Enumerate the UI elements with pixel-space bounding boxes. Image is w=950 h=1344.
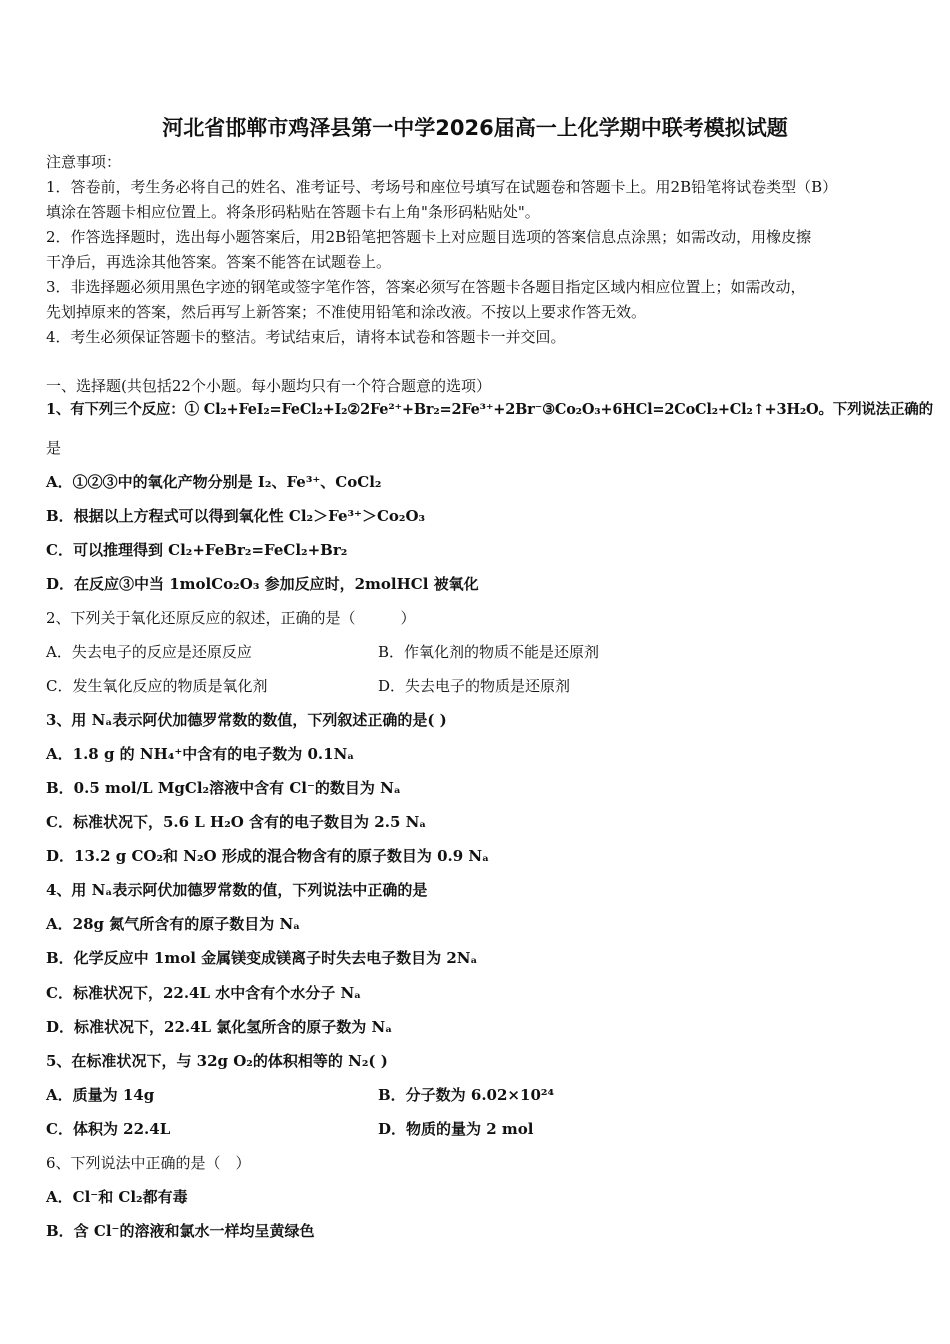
question-6-stem: 6、下列说法中正确的是（ ）: [46, 1154, 251, 1172]
notice-line: 干净后，再选涂其他答案。答案不能答在试题卷上。: [46, 253, 392, 271]
q2-option-a: A．失去电子的反应是还原反应: [46, 643, 252, 661]
q2-option-d: D．失去电子的物质是还原剂: [378, 677, 571, 695]
q4-option-d: D．标准状况下，22.4L 氯化氢所含的原子数为 Nₐ: [46, 1018, 393, 1036]
q1-option-b: B．根据以上方程式可以得到氧化性 Cl₂＞Fe³⁺＞Co₂O₃: [46, 507, 426, 525]
notice-line: 先划掉原来的答案，然后再写上新答案；不准使用铅笔和涂改液。不按以上要求作答无效。: [46, 303, 647, 321]
q3-option-d: D．13.2 g CO₂和 N₂O 形成的混合物含有的原子数目为 0.9 Nₐ: [46, 847, 490, 865]
q5-option-b: B．分子数为 6.02×10²⁴: [378, 1086, 555, 1104]
q4-option-a: A．28g 氮气所含有的原子数目为 Nₐ: [46, 915, 301, 933]
notice-line: 填涂在答题卡相应位置上。将条形码粘贴在答题卡右上角"条形码粘贴处"。: [46, 203, 540, 221]
q6-option-b: B．含 Cl⁻的溶液和氯水一样均呈黄绿色: [46, 1222, 315, 1240]
notice-line: 3．非选择题必须用黑色字迹的钢笔或签字笔作答，答案必须写在答题卡各题目指定区域内相应位置上；如需改动，: [46, 278, 806, 296]
q3-option-b: B．0.5 mol/L MgCl₂溶液中含有 Cl⁻的数目为 Nₐ: [46, 779, 401, 797]
notice-line: 2．作答选择题时，选出每小题答案后，用2B铅笔把答题卡上对应题目选项的答案信息点涂黑；如需改动，用橡皮擦: [46, 228, 812, 246]
q2-option-b: B．作氧化剂的物质不能是还原剂: [378, 643, 600, 661]
question-1-stem: 1、有下列三个反应：① Cl₂+FeI₂=FeCl₂+I₂②2Fe²⁺+Br₂=2Fe³⁺+2Br⁻③Co₂O₃+6HCl=2CoCl₂+Cl₂↑+3H₂O。下列说法正确的: [46, 401, 933, 418]
notice-line: 4．考生必须保证答题卡的整洁。考试结束后，请将本试卷和答题卡一并交回。: [46, 328, 566, 346]
q4-option-b: B．化学反应中 1mol 金属镁变成镁离子时失去电子数目为 2Nₐ: [46, 949, 478, 967]
q5-option-d: D．物质的量为 2 mol: [378, 1120, 534, 1138]
question-4-stem: 4、用 Nₐ表示阿伏加德罗常数的值，下列说法中正确的是: [46, 881, 428, 899]
notice-heading: 注意事项：: [46, 153, 122, 171]
question-1-stem-cont: 是: [46, 439, 62, 457]
q3-option-a: A．1.8 g 的 NH₄⁺中含有的电子数为 0.1Nₐ: [46, 745, 355, 763]
page-title: 河北省邯郸市鸡泽县第一中学2026届高一上化学期中联考模拟试题: [162, 116, 788, 140]
notice-line: 1．答卷前，考生务必将自己的姓名、准考证号、考场号和座位号填写在试题卷和答题卡上。用2B铅笔将试卷类型（B）: [46, 178, 838, 196]
q6-option-a: A．Cl⁻和 Cl₂都有毒: [46, 1188, 188, 1206]
question-2-stem: 2、下列关于氧化还原反应的叙述，正确的是（ ）: [46, 609, 416, 627]
question-5-stem: 5、在标准状况下，与 32g O₂的体积相等的 N₂( ): [46, 1052, 388, 1070]
q5-option-a: A．质量为 14g: [46, 1086, 155, 1104]
q3-option-c: C．标准状况下，5.6 L H₂O 含有的电子数目为 2.5 Nₐ: [46, 813, 427, 831]
q1-option-c: C．可以推理得到 Cl₂+FeBr₂=FeCl₂+Br₂: [46, 541, 348, 559]
q1-option-a: A．①②③中的氧化产物分别是 I₂、Fe³⁺、CoCl₂: [46, 473, 382, 491]
q1-option-d: D．在反应③中当 1molCo₂O₃ 参加反应时，2molHCl 被氧化: [46, 575, 479, 593]
question-3-stem: 3、用 Nₐ表示阿伏加德罗常数的数值，下列叙述正确的是( ): [46, 711, 447, 729]
q4-option-c: C．标准状况下，22.4L 水中含有个水分子 Nₐ: [46, 984, 362, 1002]
q5-option-c: C．体积为 22.4L: [46, 1120, 171, 1138]
q2-option-c: C．发生氧化反应的物质是氧化剂: [46, 677, 268, 695]
section-heading: 一、选择题(共包括22个小题。每小题均只有一个符合题意的选项）: [46, 377, 491, 395]
